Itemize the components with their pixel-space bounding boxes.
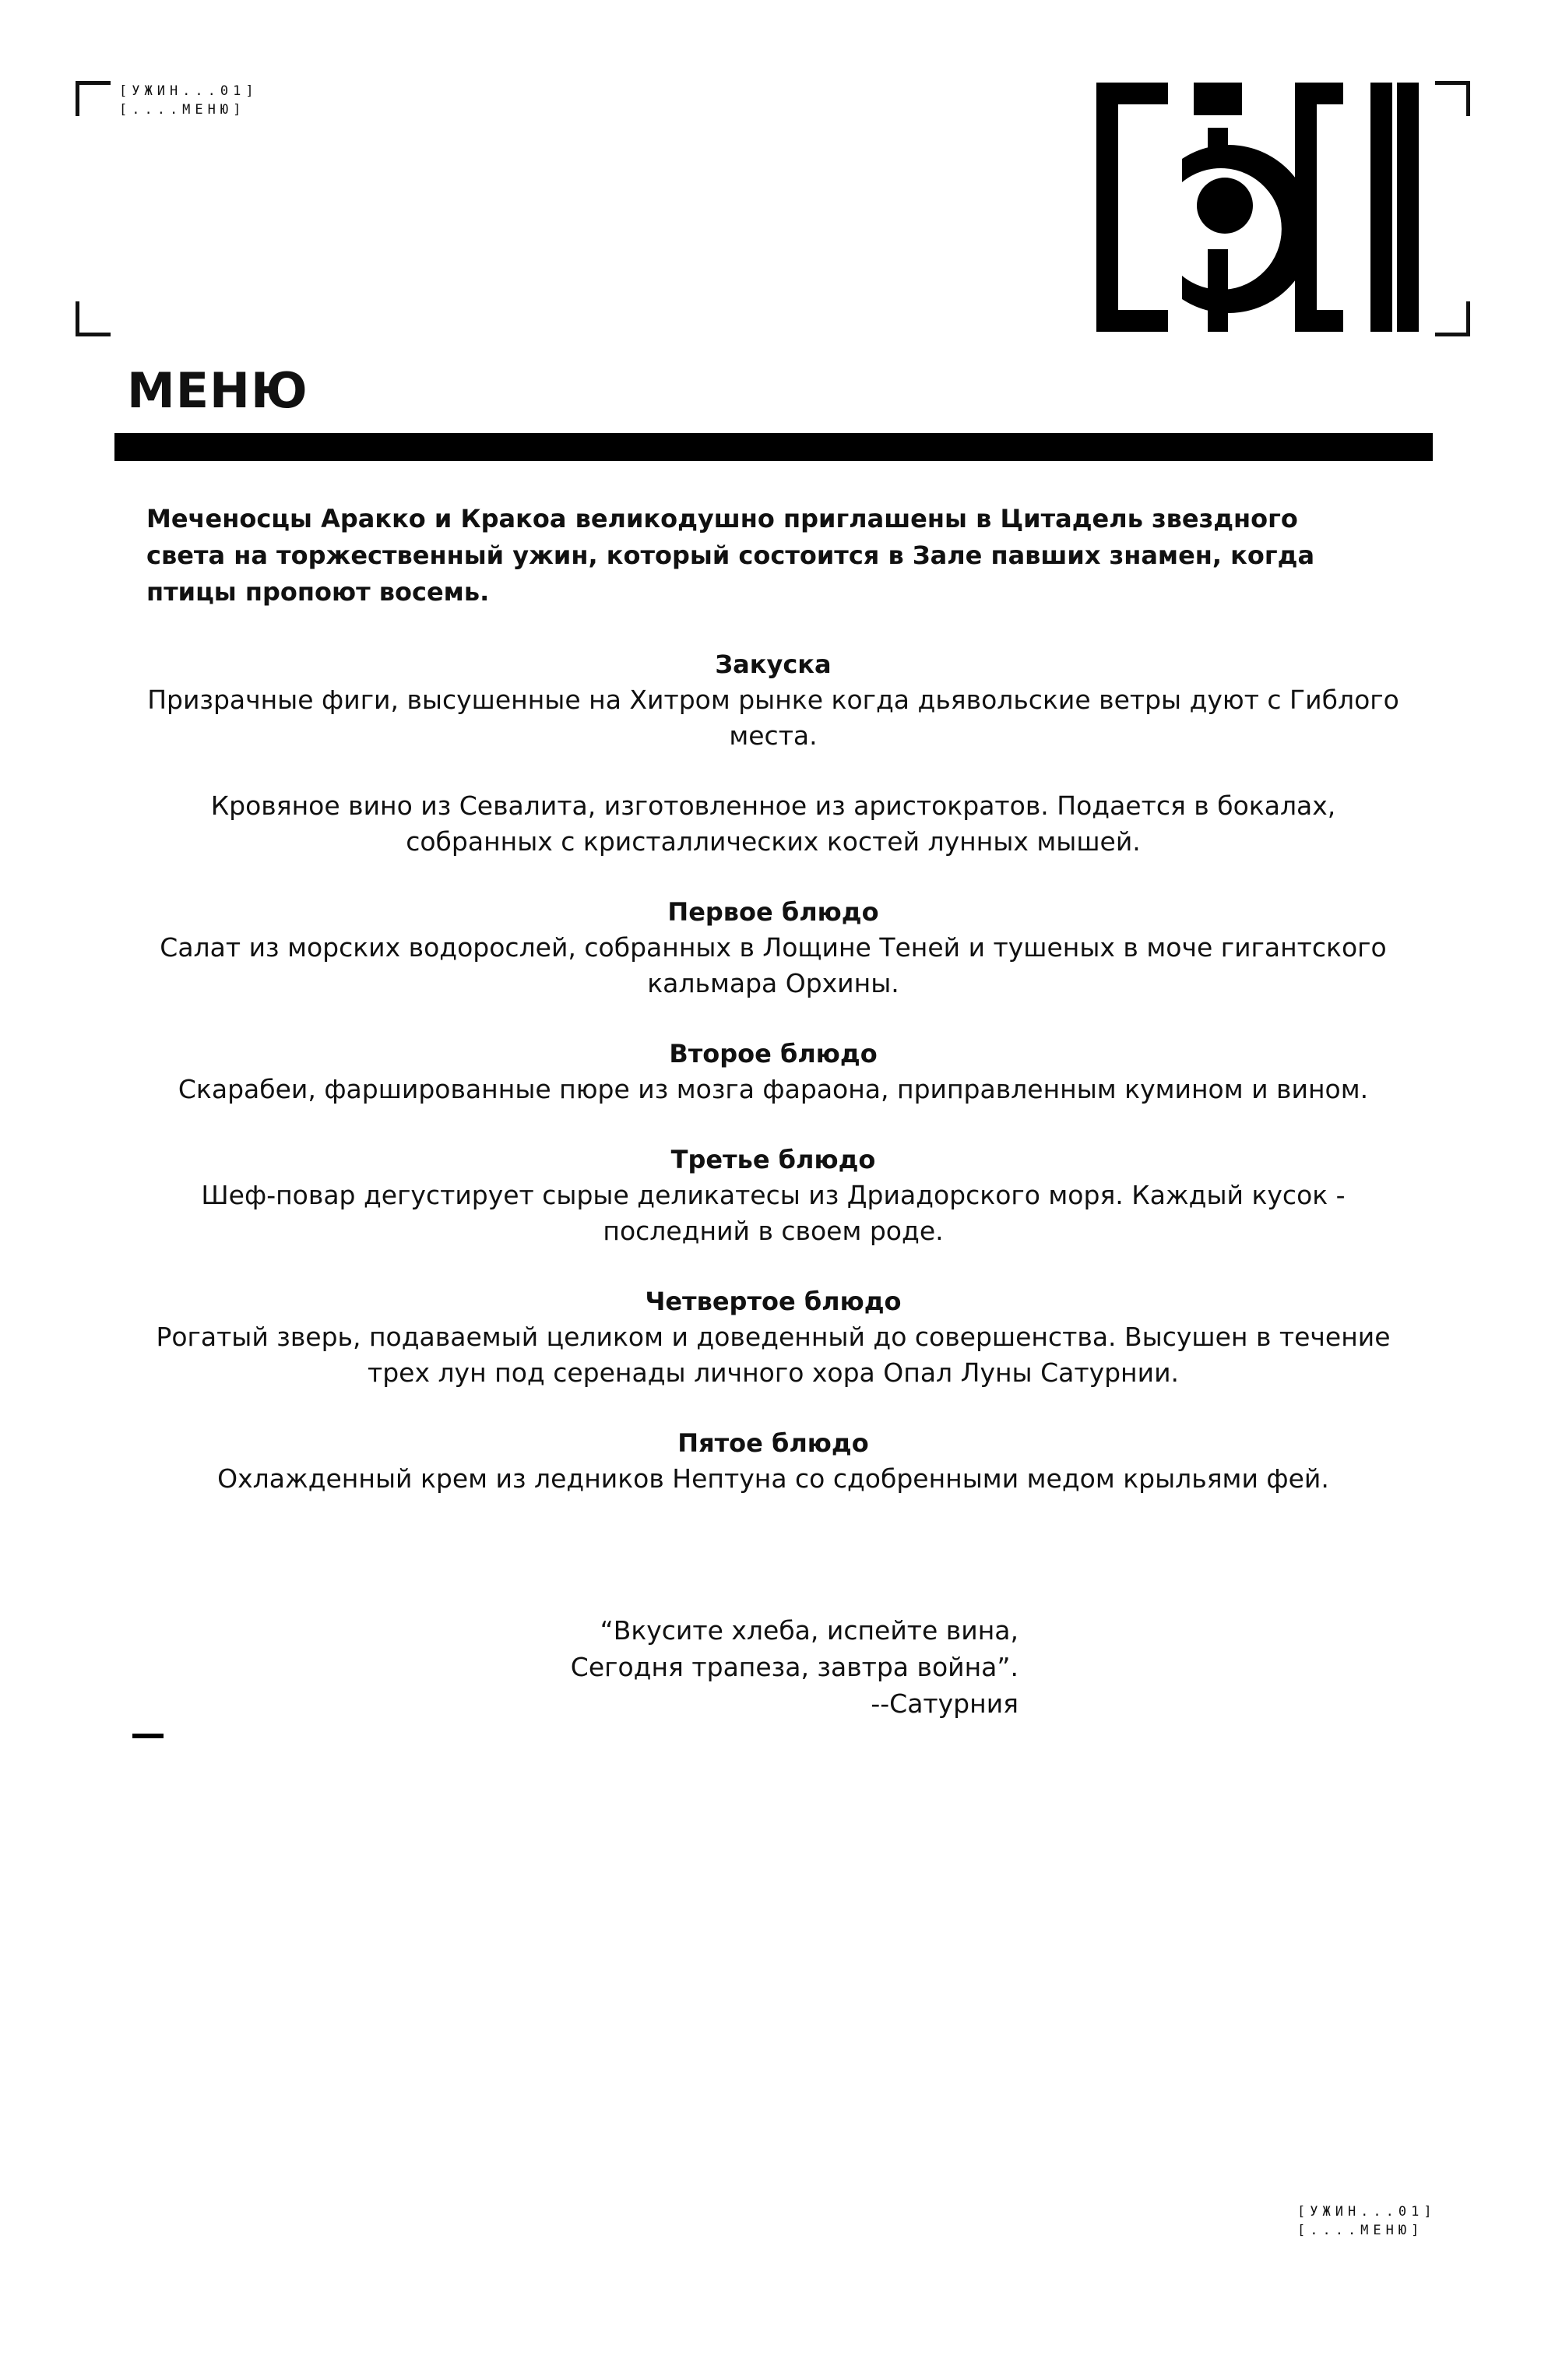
- quote-line-2: Сегодня трапеза, завтра война”.: [570, 1652, 1019, 1682]
- page-title: МЕНЮ: [127, 362, 308, 419]
- course-title: Закуска: [715, 650, 832, 679]
- course-description: Салат из морских водорослей, собранных в Лощине Теней и тушеных в моче гигантского кальмара Орхины.: [160, 932, 1387, 998]
- course-description: Рогатый зверь, подаваемый целиком и доведенный до совершенства. Высушен в течение трех лун под серенады личного хора Опал Луны Сатурнии.: [156, 1322, 1391, 1388]
- course-description: Шеф-повар дегустирует сырые деликатесы из Дриадорского моря. Каждый кусок - последний в своем роде.: [201, 1180, 1346, 1246]
- closing-quote: [467, 1612, 1019, 1722]
- decorative-dash: [132, 1734, 164, 1738]
- footer-tag: [1297, 2202, 1437, 2240]
- course-title: Третье блюдо: [670, 1145, 876, 1174]
- course-title: Четвертое блюдо: [645, 1287, 902, 1316]
- course-first: [146, 894, 1400, 1002]
- course-third: [146, 1142, 1400, 1249]
- header-tag-line-1: [УЖИН...01]: [119, 83, 259, 99]
- course-title: Пятое блюдо: [677, 1428, 869, 1458]
- course-description: Кровяное вино из Севалита, изготовленное из аристократов. Подается в бокалах, собранных с кристаллических костей лунных мышей.: [210, 790, 1336, 857]
- frame-corner-bottom-left: [76, 301, 111, 336]
- footer-tag-line-2: [....МЕНЮ]: [1297, 2223, 1424, 2238]
- course-fourth: [146, 1283, 1400, 1391]
- course-second: [146, 1036, 1400, 1107]
- header-tag: [119, 82, 259, 119]
- quote-line-1: “Вкусите хлеба, испейте вина,: [600, 1615, 1019, 1646]
- header-tag-line-2: [....МЕНЮ]: [119, 102, 246, 118]
- frame-corner-top-right: [1435, 81, 1470, 116]
- quote-attribution: --Сатурния: [871, 1688, 1019, 1719]
- course-appetizer: [146, 646, 1400, 860]
- course-fifth: [146, 1425, 1400, 1497]
- title-rule: [114, 433, 1433, 461]
- course-title: Второе блюдо: [669, 1039, 878, 1069]
- course-description: Скарабеи, фаршированные пюре из мозга фараона, приправленным кумином и вином.: [178, 1074, 1369, 1104]
- footer-tag-line-1: [УЖИН...01]: [1297, 2204, 1437, 2220]
- course-title: Первое блюдо: [667, 897, 879, 927]
- menu-courses: [146, 646, 1400, 1531]
- invitation-intro: Меченосцы Аракко и Кракоа великодушно приглашены в Цитадель звездного света на торжественный ужин, который состоится в Зале павших знамен, когда птицы пропоют восемь.: [146, 504, 1315, 607]
- frame-corner-top-left: [76, 81, 111, 116]
- frame-corner-bottom-right: [1435, 301, 1470, 336]
- course-description: Призрачные фиги, высушенные на Хитром рынке когда дьявольские ветры дуют с Гиблого места.: [147, 685, 1399, 751]
- course-description: Охлажденный крем из ледников Нептуна со сдобренными медом крыльями фей.: [217, 1463, 1329, 1494]
- krakoan-glyph-logo-icon: [1096, 83, 1419, 332]
